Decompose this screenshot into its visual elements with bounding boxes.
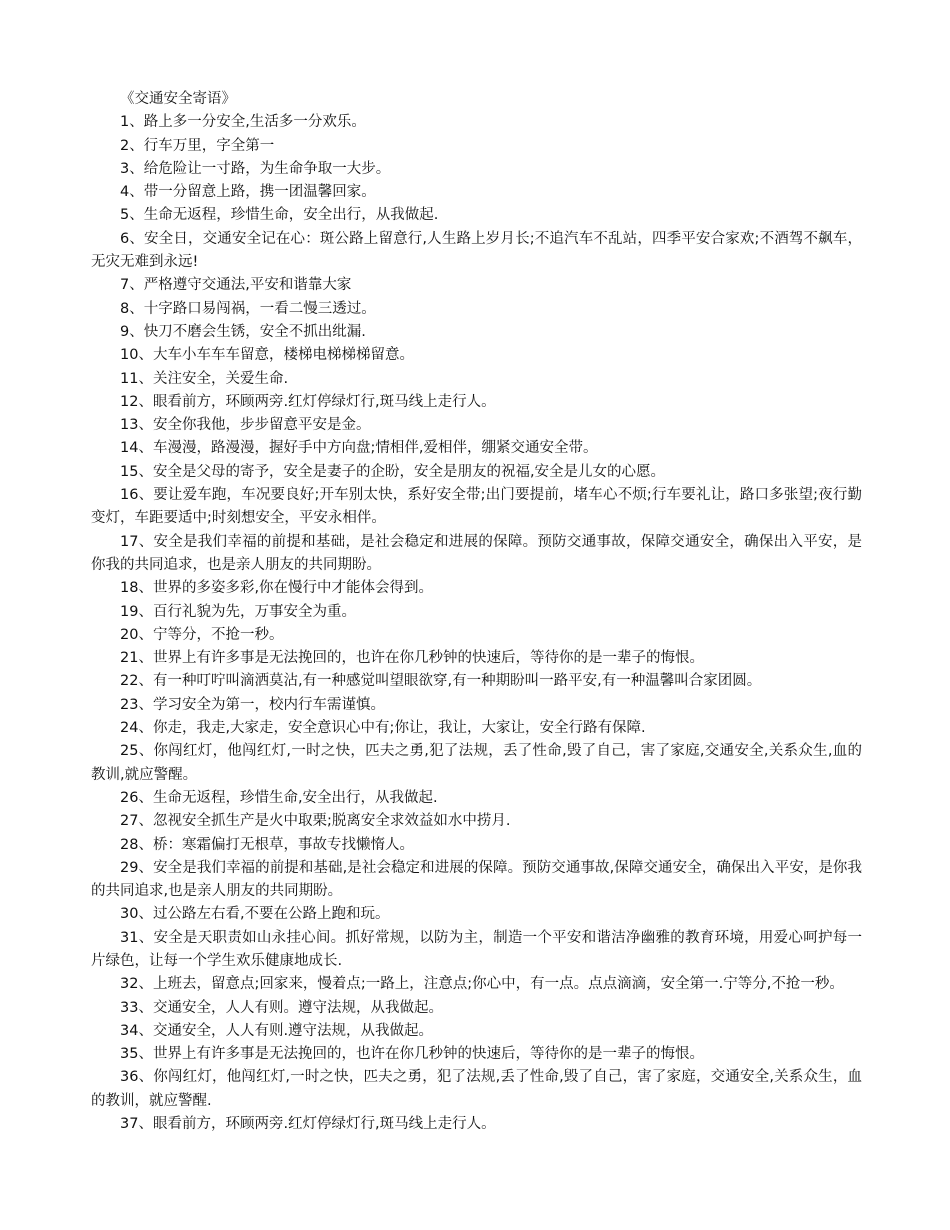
slogan-item: 16、要让爱车跑，车况要良好;开车别太快，系好安全带;出门要提前，堵车心不烦;行车要礼让，路口多张望;夜行勤变灯，车距要适中;时刻想安全，平安永相伴。 xyxy=(91,487,862,527)
slogan-item: 27、忽视安全抓生产是火中取栗;脱离安全求效益如水中捞月. xyxy=(120,813,511,830)
slogan-item: 22、有一种叮咛叫滴洒莫沾,有一种感觉叫望眼欲穿,有一种期盼叫一路平安,有一种温馨叫合家团圆。 xyxy=(120,673,762,690)
slogan-item: 24、你走，我走,大家走，安全意识心中有;你让，我让，大家让，安全行路有保障. xyxy=(120,720,646,737)
slogan-item: 28、桥：寒霜偏打无根草，事故专找懒惰人。 xyxy=(120,836,414,853)
slogan-item: 7、严格遵守交通法,平安和谐靠大家 xyxy=(120,277,352,294)
slogan-item: 32、上班去，留意点;回家来，慢着点;一路上，注意点;你心中，有一点。点点滴滴，安全第一.宁等分,不抢一秒。 xyxy=(120,976,844,993)
slogan-item: 37、眼看前方，环顾两旁.红灯停绿灯行,斑马线上走行人。 xyxy=(120,1116,496,1133)
slogan-item: 31、安全是天职责如山永挂心间。抓好常规，以防为主，制造一个平安和谐洁净幽雅的教育环境，用爱心呵护每一片绿色，让每一个学生欢乐健康地成长. xyxy=(91,929,862,969)
slogan-item: 13、安全你我他，步步留意平安是金。 xyxy=(120,417,371,434)
slogan-item: 5、生命无返程，珍惜生命，安全出行，从我做起. xyxy=(120,207,439,224)
slogan-item: 29、安全是我们幸福的前提和基础,是社会稳定和进展的保障。预防交通事故,保障交通安全，确保出入平安，是你我的共同追求,也是亲人朋友的共同期盼。 xyxy=(91,859,862,900)
slogan-item: 17、安全是我们幸福的前提和基础，是社会稳定和进展的保障。预防交通事故，保障交通安全，确保出入平安，是你我的共同追求，也是亲人朋友的共同期盼。 xyxy=(91,533,862,573)
slogan-item: 36、你闯红灯，他闯红灯,一时之快，匹夫之勇，犯了法规,丢了性命,毁了自己，害了家庭，交通安全,关系众生，血的教训，就应警醒. xyxy=(91,1069,862,1109)
document-title: 《交通安全寄语》 xyxy=(120,91,236,107)
slogan-item: 19、百行礼貌为先，万事安全为重。 xyxy=(120,603,356,620)
slogan-item: 34、交通安全，人人有则.遵守法规，从我做起。 xyxy=(120,1022,434,1039)
slogan-item: 2、行车万里，字全第一 xyxy=(120,137,275,154)
slogan-item: 30、过公路左右看,不要在公路上跑和玩。 xyxy=(120,906,390,923)
slogan-item: 26、生命无返程，珍惜生命,安全出行，从我做起. xyxy=(120,789,438,806)
slogan-item: 6、安全日，交通安全记在心：斑公路上留意行,人生路上岁月长;不追汽车不乱站，四季平安合家欢;不酒驾不飙车，无灾无难到永远! xyxy=(91,230,862,271)
slogan-item: 12、眼看前方，环顾两旁.红灯停绿灯行,斑马线上走行人。 xyxy=(120,393,496,410)
slogan-item: 21、世界上有许多事是无法挽回的，也许在你几秒钟的快速后，等待你的是一辈子的悔恨。 xyxy=(120,650,704,667)
slogan-item: 4、带一分留意上路，携一团温馨回家。 xyxy=(120,184,376,201)
slogan-list xyxy=(91,111,862,1136)
slogan-item: 1、路上多一分安全,生活多一分欢乐。 xyxy=(120,114,366,131)
slogan-item: 20、宁等分，不抢一秒。 xyxy=(120,626,284,643)
slogan-item: 33、交通安全，人人有则。遵守法规，从我做起。 xyxy=(120,999,443,1016)
slogan-item: 8、十字路口易闯祸，一看二慢三透过。 xyxy=(120,300,376,317)
slogan-item: 25、你闯红灯，他闯红灯,一时之快，匹夫之勇,犯了法规，丢了性命,毁了自己，害了家庭,交通安全,关系众生,血的教训,就应警醒。 xyxy=(91,743,862,783)
slogan-item: 15、安全是父母的寄予，安全是妻子的企盼，安全是朋友的祝福,安全是儿女的心愿。 xyxy=(120,463,666,480)
slogan-item: 11、关注安全，关爱生命. xyxy=(120,370,289,387)
slogan-item: 3、给危险让一寸路，为生命争取一大步。 xyxy=(120,160,391,177)
slogan-item: 14、车漫漫，路漫漫，握好手中方向盘;情相伴,爱相伴，绷紧交通安全带。 xyxy=(120,440,598,457)
slogan-item: 35、世界上有许多事是无法挽回的，也许在你几秒钟的快速后，等待你的是一辈子的悔恨。 xyxy=(120,1046,704,1063)
slogan-item: 23、学习安全为第一，校内行车需谨慎。 xyxy=(120,696,385,713)
slogan-item: 10、大车小车车车留意，楼梯电梯梯梯留意。 xyxy=(120,347,414,364)
slogan-item: 18、世界的多姿多彩,你在慢行中才能体会得到。 xyxy=(120,580,434,597)
slogan-item: 9、快刀不磨会生锈，安全不抓出纰漏. xyxy=(120,323,366,340)
